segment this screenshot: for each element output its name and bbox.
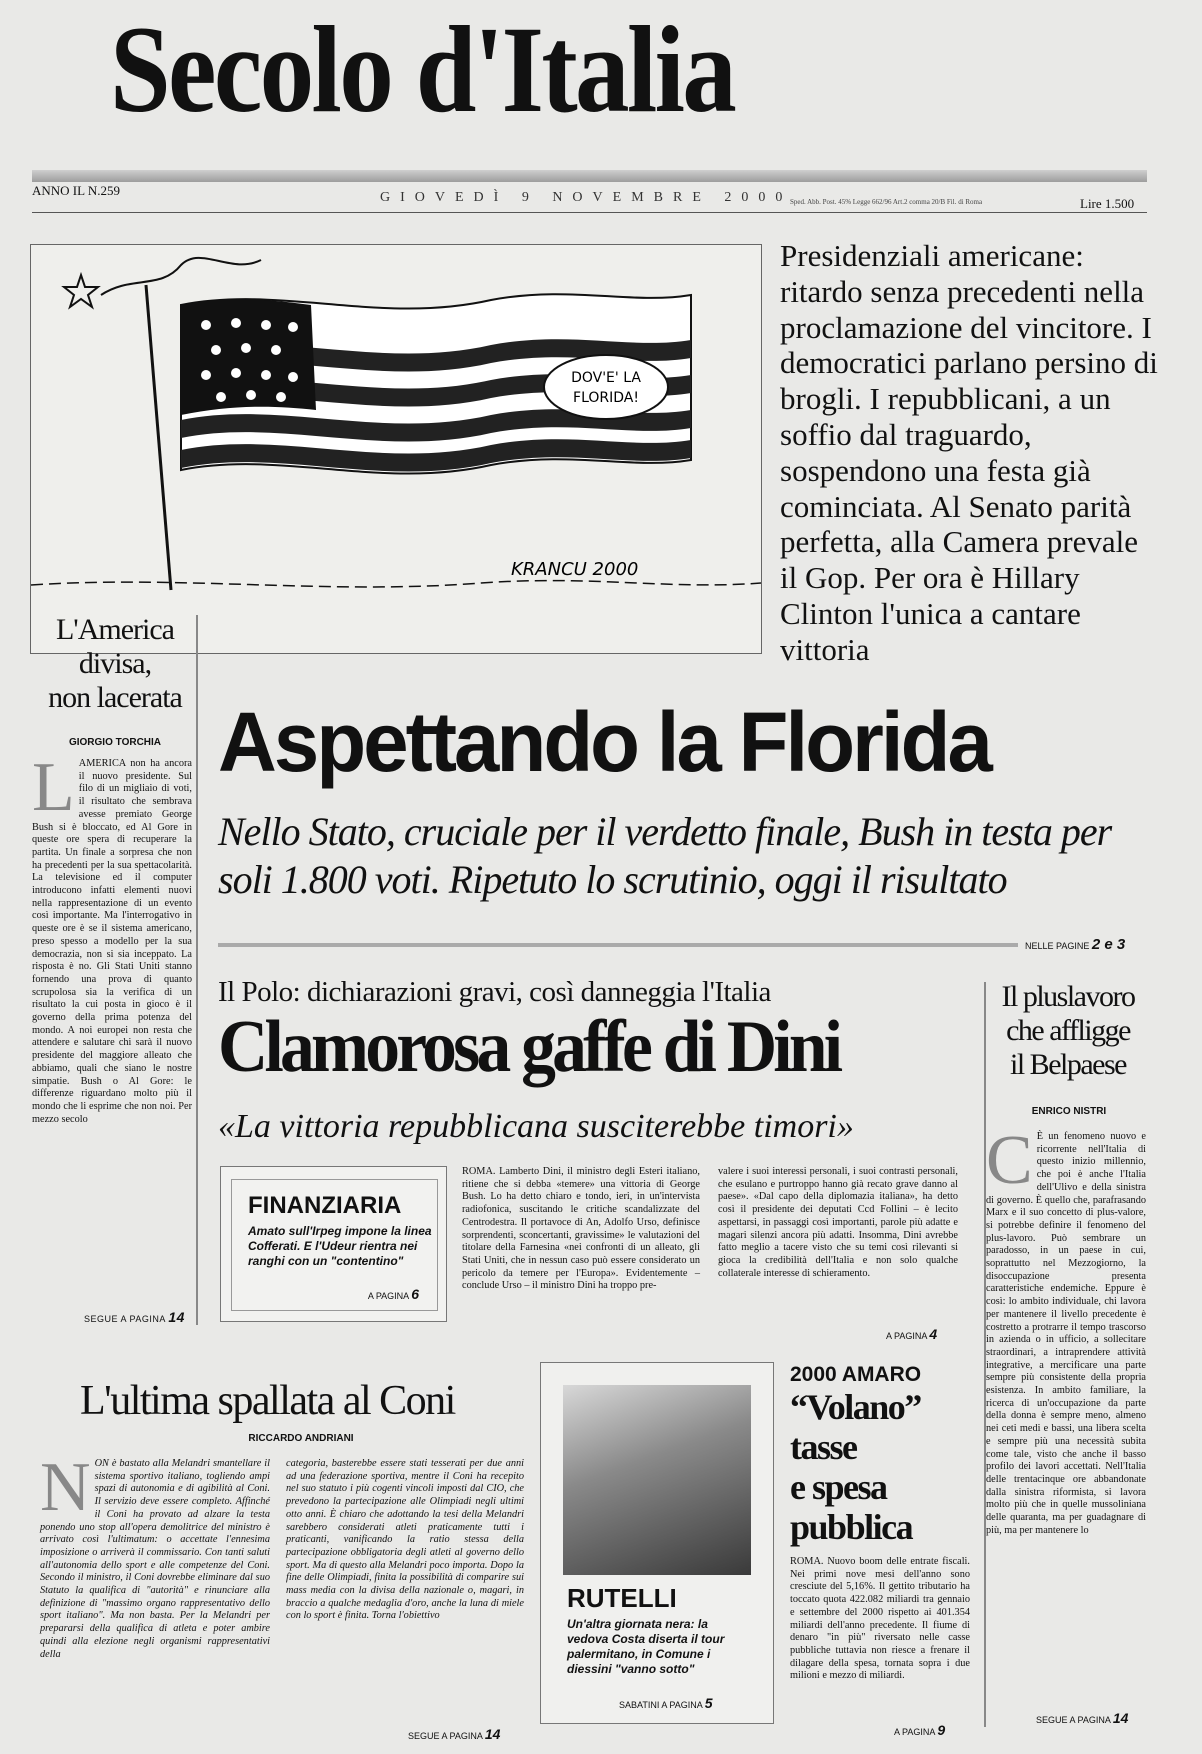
- issue-price: Lire 1.500: [1080, 196, 1135, 211]
- editorial-text: AMERICA non ha ancora il nuovo presidente. Sul filo di un migliaio di voti, il risultato che sembrava avesse premiato George Bush si è bloccato, ed Al Gore in queste ore spera di recuperare la partita. Un finale a sorpresa che non ha precedenti per la sua spettacolarità. La televisione ed il computer introducono infatti elementi nuovi nella rappresentazione di un evento così importante. Ma l'interrogativo in queste ore è se il sistema americano, preso spesso a modello per la sua democrazia, non si sia inceppato. La risposta è no. Gli Stati Uniti stanno fornendo una prova di quanto scrupolosa sia la verifica di un risultato la cui posta in gioco è il governo della prima potenza del mondo. A noi europei non resta che attendere e salutare chi sarà il nuovo presidente del maggiore alleato che abbiamo, quali che siano le nostre simpatie. Bush o Al Gore: le differenze riguardano molto più il mondo che li esprime che non noi. Per mezzo secolo: [32, 758, 192, 1125]
- dini-kicker: Il Polo: dichiarazioni gravi, così danneggia l'Italia: [218, 976, 771, 1008]
- editorial-title-line-3: non lacerata: [48, 681, 182, 714]
- amaro-kicker: 2000 AMARO: [790, 1363, 922, 1386]
- lead-pages-value: 2 e 3: [1091, 936, 1126, 953]
- amaro-text: ROMA. Nuovo boom delle entrate fiscali. Nei primi nove mesi dell'anno sono cresciute del 5,16%. Il gettito tributario ha toccato quota 422.082 miliardi tra gennaio e settembre del 2000 rispetto ai 401.354 miliardi dell'anno precedente. Il fiume di denaro "in più" riversato nelle casse pubbliche tuttavia non riesce a frenare il dilagare della spesa, tornata sopra i due milioni e mezzo di miliardi.: [790, 1556, 970, 1682]
- amaro-segue-page: 9: [937, 1722, 946, 1738]
- cartoon-signature: KRANCU 2000: [511, 559, 639, 580]
- pluslavoro-title-line-3: il Belpaese: [1010, 1048, 1126, 1081]
- amaro-headline-line-2: tasse: [790, 1427, 857, 1467]
- finanziaria-inner: [231, 1179, 438, 1311]
- masthead-title: Secolo d'Italia: [110, 1, 735, 138]
- finanziaria-segue-label: A PAGINA: [367, 1291, 409, 1301]
- coni-column-1: [40, 1449, 270, 1661]
- finanziaria-title: FINANZIARIA: [248, 1192, 402, 1219]
- dini-segue-page: 4: [929, 1326, 938, 1342]
- lead-rule: [218, 943, 1018, 947]
- dini-column-2: valere i suoi interessi personali, i suoi contrasti personali, che esulano e purtroppo hanno già recato grave danno al paese». «Dal capo della diplomazia italiana», ha detto così il presidente dei deputati Ccd Follini – è lecito aspettarsi, in passaggi così importanti, parole più adatte e magari silenzi ancora più adatti. Insomma, Dini avrebbe fatto meglio a tacere visto che su temi così rilevanti si gioca la credibilità dell'Italia e non solo qualche collaterale interesse di schieramento.: [718, 1166, 958, 1279]
- masthead-rule: [32, 212, 1147, 213]
- pluslavoro-dropcap: C: [986, 1122, 1033, 1199]
- editorial-body: [32, 749, 192, 1126]
- cartoon-illustration: [30, 244, 762, 654]
- amaro-headline: [790, 1387, 921, 1547]
- pluslavoro-author: ENRICO NISTRI: [1031, 1106, 1107, 1117]
- amaro-headline-line-3: e spesa: [790, 1467, 887, 1507]
- dini-segue-label: A PAGINA: [886, 1331, 927, 1341]
- pluslavoro-body: [986, 1122, 1146, 1538]
- dini-headline: Clamorosa gaffe di Dini: [218, 1006, 840, 1088]
- editorial-continuation[interactable]: [84, 1309, 185, 1325]
- coni-segue-page: 14: [484, 1726, 501, 1742]
- issue-number: ANNO IL N.259: [32, 183, 120, 198]
- coni-headline: L'ultima spallata al Coni: [80, 1378, 455, 1424]
- editorial-segue-page: 14: [168, 1309, 185, 1325]
- pluslavoro-title-line-2: che affligge: [1006, 1014, 1130, 1047]
- editorial-title-line-2: divisa,: [78, 647, 152, 680]
- coni-author: RICCARDO ANDRIANI: [248, 1433, 354, 1444]
- editorial-segue-label: SEGUE A PAGINA: [84, 1314, 166, 1324]
- finanziaria-text: Amato sull'Irpeg impone la linea Cofferati. E l'Udeur rientra nei ranghi con un "contentino": [248, 1224, 432, 1268]
- finanziaria-continuation: [368, 1286, 419, 1302]
- lead-subhead: Nello Stato, cruciale per il verdetto finale, Bush in testa per soli 1.800 voti. Ripetuto lo scrutinio, oggi il risultato: [218, 809, 1112, 902]
- editorial-author: GIORGIO TORCHIA: [68, 737, 162, 748]
- cartoon-drawing: [31, 245, 761, 653]
- rutelli-photo: [563, 1385, 751, 1575]
- postal-notice: Sped. Abb. Post. 45% Legge 662/96 Art.2 comma 20/B Fil. di Roma: [790, 198, 983, 206]
- rutelli-segue-label: SABATINI A PAGINA: [619, 1700, 703, 1710]
- coni-text-1: ON è bastato alla Melandri smantellare il sistema sportivo italiano, togliendo ampi spazi di autonomia e di agibilità al Coni. Il servizio deve essere completo. Affinché il Coni ha provato ad alzare la testa ponendo uno stop all'opera demolitrice del ministro è arrivato così l'ultimatum: o accettate l'ennesima imposizione o arriverà il commissario. Con tanti saluti all'autonomia dello sport e alle competenze del Coni. Secondo il ministro, il Coni dovrebbe eliminare dal suo Statuto la qualifica di "autorità" e rinunciare alla definizione di "massimo organo rappresentativo dello sport italiano". Ma non basta. Per la Melandri per prepararsi della qualifica di atleta e poter ambire quindi alla elezione negli organismi rappresentativi della: [40, 1458, 270, 1660]
- cartoon-speech-line-1: DOV'E' LA: [571, 370, 641, 386]
- lead-pages-label: NELLE PAGINE: [1025, 941, 1090, 951]
- editorial-dropcap: L: [32, 749, 75, 826]
- coni-continuation[interactable]: [408, 1726, 500, 1742]
- rutelli-segue-page: 5: [704, 1695, 713, 1711]
- pluslavoro-text: È un fenomeno nuovo e ricorrente nell'Italia di questo inizio millennio, che poi è anche l'Italia dell'Ulivo e della sinistra di governo. È quello che, parafrasando Marx e il suo concetto di plus-valore, si potrebbe definire il fenomeno del plus-lavoro. Può sembrare un paradosso, in un paese in cui, soprattutto nel Mezzogiorno, la disoccupazione presenta caratteristiche endemiche. Eppure è così: lo ambito individuale, chi lavora per mantenere il livello precedente è costretto a protrarre il tempo trascorso in azienda o in ufficio, a sollecitare straordinari, a intraprendere attività integrative, a mercificare una parte sempre più consistente della propria esistenza. In ambito familiare, la ricerca di un'occupazione da parte della donna è sempre meno, almeno nei ceti medi e bassi, una libera scelta e sempre più una necessità subita come tale, visto che anche il basso profilo dei lavori accettati. Nell'Italia delle trentacinque ore abbandonate dalla sinistra riformista, si lavora molto più che in quelle mussoliniana delle quaranta, ma per guadagnare di più, ma per mantenere lo: [986, 1131, 1146, 1536]
- cartoon-speech-line-2: FLORIDA!: [573, 390, 639, 406]
- rutelli-title: RUTELLI: [567, 1583, 677, 1613]
- rutelli-text: Un'altra giornata nera: la vedova Costa diserta il tour palermitano, in Comune i diessini "vanno sotto": [567, 1617, 725, 1676]
- rutelli-box[interactable]: [540, 1362, 774, 1724]
- dini-continuation[interactable]: [886, 1326, 937, 1342]
- editorial-column: [32, 613, 198, 1328]
- finanziaria-box[interactable]: [220, 1166, 447, 1322]
- lead-headline: Aspettando la Florida: [218, 695, 990, 789]
- amaro-headline-line-1: “Volano”: [790, 1387, 921, 1427]
- masthead-band: [32, 170, 1147, 182]
- presidential-summary: Presidenziali americane: ritardo senza precedenti nella proclamazione del vincitore. I democratici parlano persino di brogli. I repubblicani, a un soffio dal traguardo, sospendono una festa già cominciata. Al Senato parità perfetta, alla Camera prevale il Gop. Per ora è Hillary Clinton l'unica a cantare vittoria: [780, 238, 1158, 667]
- pluslavoro-segue-page: 14: [1112, 1710, 1129, 1726]
- amaro-continuation[interactable]: [894, 1722, 945, 1738]
- editorial-title-line-1: L'America: [55, 613, 174, 646]
- lead-pages-ref[interactable]: [1025, 936, 1125, 953]
- amaro-segue-label: A PAGINA: [894, 1727, 935, 1737]
- finanziaria-segue-page: 6: [411, 1286, 419, 1302]
- pluslavoro-segue-label: SEGUE A PAGINA: [1036, 1715, 1111, 1725]
- pluslavoro-continuation[interactable]: [1036, 1710, 1128, 1726]
- issue-date: GIOVEDÌ 9 NOVEMBRE 2000: [380, 190, 793, 205]
- pluslavoro-title-line-1: Il pluslavoro: [1001, 980, 1135, 1013]
- coni-dropcap: N: [40, 1449, 91, 1526]
- amaro-headline-line-4: pubblica: [790, 1507, 913, 1547]
- coni-column-2: categoria, basterebbe essere stati tesserati per due anni ad una federazione sportiva, mentre il Coni ha recepito nel suo statuto i più cogenti vincoli imposti dal CIO, che prevedono la partecipazione alle Olimpiadi negli ultimi otto anni. È chiaro che adottando la tesi della Melandri sarebbero considerati atleti praticamente tutti i praticanti, vanificando la ratio stessa della partecipazione obbligatoria degli atleti al governo dello sport. Ma di questo alla Melandri poco importa. Dopo la fine delle Olimpiadi, finita la possibilità di comparire sui mass media con la divisa della nazionale o, magari, in braccio a qualche medaglia d'oro, anche la luna di miele con lo sport è finita. Torna l'obiettivo: [286, 1458, 524, 1622]
- dini-quote: «La vittoria repubblicana susciterebbe timori»: [218, 1108, 854, 1145]
- pluslavoro-column: [986, 980, 1150, 1732]
- dini-column-1: ROMA. Lamberto Dini, il ministro degli Esteri italiano, ritiene che si debba «temere» una vittoria di George Bush. Lo ha detto chiaro e tondo, ieri, in un'intervista radiofonica, suscitando le critiche scandalizzate del Centrodestra. Il portavoce di An, Adolfo Urso, definisce sorprendenti, sconcertanti, gravissime» le valutazioni del titolare della Farnesina «nei confronti di un alleato, gli Stati Uniti, che in nessun caso può essere considerato un pericolo da temere per l'Europa». Evidentemente – conclude Urso – il ministro Dini ha troppo pre-: [462, 1166, 700, 1292]
- coni-segue-label: SEGUE A PAGINA: [408, 1731, 483, 1741]
- rutelli-continuation: [619, 1695, 713, 1711]
